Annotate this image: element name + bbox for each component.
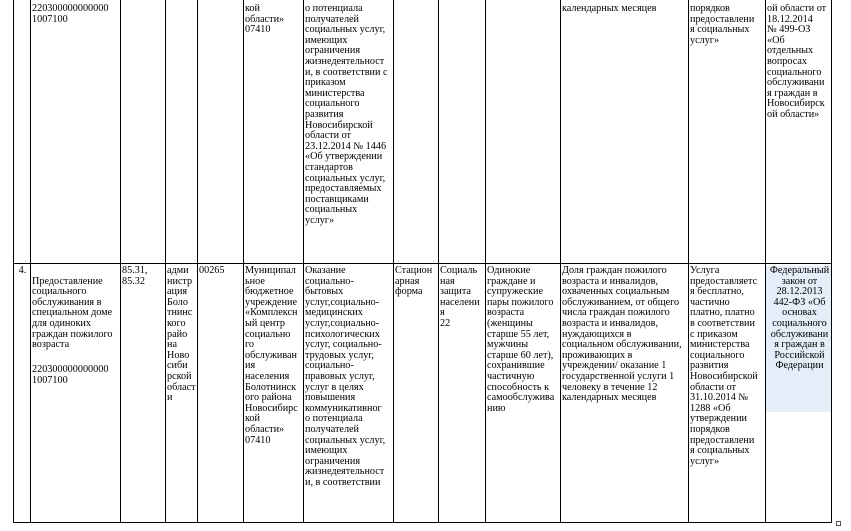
service-name-cell xyxy=(30,266,120,521)
prev-provider-cell: кой области» 07410 xyxy=(245,4,285,36)
conditions-cell: Услуга предоставляетс я бесплатно, частично платно, платно в соответствии с приказом министерства социального развития Новосибирской области от 31.10.2014 № 1288 «Об утверждении порядков предоставлени я социальных услуг» xyxy=(690,266,758,467)
prev-code-cell: 220300000000000 1007100 xyxy=(32,4,109,25)
indicator-cell: Доля граждан пожилого возраста и инвалидов, охваченных социальным обслуживанием, от общего числа граждан пожилого возраста и инвалидов, нуждающихся в социальном обслуживании, проживающих в учреждении/ оказание 1 государственной услуги 1 человеку в течение 12 календарных месяцев xyxy=(562,266,682,404)
prev-services-cell: о потенциала получателей социальных услуг, имеющих ограничения жизнедеятельност и, в соответствии с приказом министерства социального развития Новосибирской области от 23.12.2014 № 1446 «Об утверждении стандартов социальных услуг, предоставляемых поставщиками социальных услуг» xyxy=(305,4,388,226)
prev-indicator-cell: календарных месяцев xyxy=(562,4,657,14)
paragraph-mark xyxy=(836,521,841,526)
form-cell: Стацион арная форма xyxy=(395,266,433,298)
row-divider xyxy=(13,263,832,264)
service-code: 220300000000000 1007100 xyxy=(32,364,109,386)
row-divider xyxy=(13,522,832,523)
law-cell: Федеральный закон от 28.12.2013 442-ФЗ «Об основах социального обслуживани я граждан в Российской Федерации xyxy=(766,266,831,412)
row-number-cell: 4. xyxy=(18,266,27,276)
services-cell: Оказание социально- бытовых услуг,социально- медицинских услуг,социально- психологических услуг, социально- трудовых услуг, социально- правовых услуг, услуг в целях повышения коммуникативног о потенциала получателей социальных услуг, имеющих ограничения жизнедеятельност и, в соответствии xyxy=(305,266,386,488)
authority-code-cell: 00265 xyxy=(199,266,225,276)
category-cell: Социаль ная защита населени я 22 xyxy=(440,266,480,329)
prev-conditions-cell: порядков предоставлени я социальных услуг» xyxy=(690,4,755,46)
provider-cell: Муниципал ьное бюджетное учреждение «Комплексн ый центр социально го обслуживан ия населения Болотнинск ого района Новосибирс кой области» 07410 xyxy=(245,266,298,446)
recipients-cell: Одинокие граждане и супружеские пары пожилого возраста (женщины старше 55 лет, мужчины старше 60 лет), сохранившие частичную способность к самообслужива нию xyxy=(487,266,555,414)
service-name: Предоставление социального обслуживания в специальном доме для одиноких граждан пожилого возраста xyxy=(32,275,113,351)
authority-cell: адми нистр ация Боло тнинс кого райо на Ново сиби рской област и xyxy=(167,266,196,404)
grid-line xyxy=(831,0,832,523)
prev-law-cell: ой области от 18.12.2014 № 499-ОЗ «Об отдельных вопросах социального обслуживани я граждан в Новосибирск ой области» xyxy=(767,4,827,120)
okved-cell: 85.31, 85.32 xyxy=(122,266,148,287)
